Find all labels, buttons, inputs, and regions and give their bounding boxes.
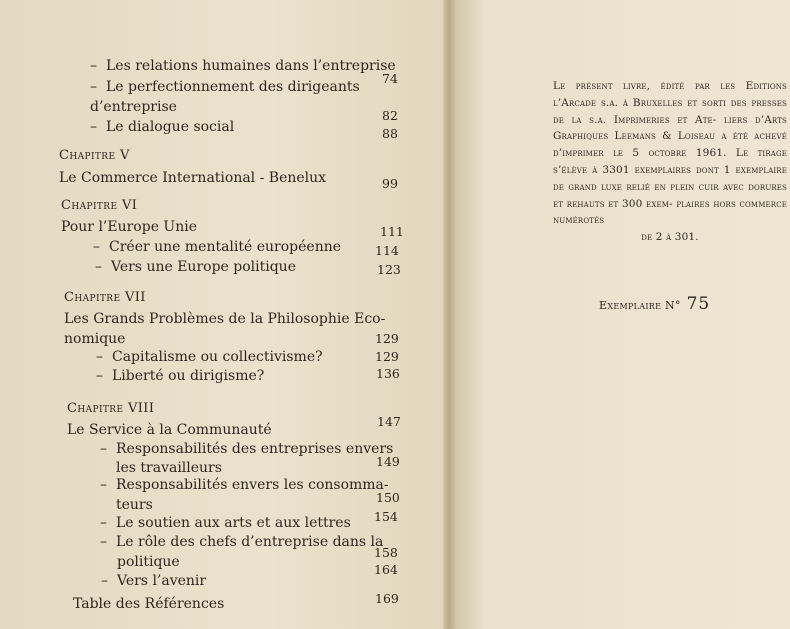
colophon-line: avec dorures et rehauts et 300 exem- xyxy=(553,180,788,210)
toc-page-number: 149 xyxy=(376,454,400,469)
colophon-line: 3301 exemplaires dont 1 exemplaire xyxy=(602,163,787,176)
toc-page-number: 114 xyxy=(375,243,399,258)
chapter-title: Le Service à la Communauté xyxy=(67,422,272,438)
colophon xyxy=(553,78,787,246)
colophon-line: de 2 à 301. xyxy=(641,231,699,244)
toc-page-number: 123 xyxy=(377,262,401,277)
toc-entry: – Le dialogue social xyxy=(90,119,235,135)
toc-page-number: 129 xyxy=(375,349,399,364)
toc-page-number: 158 xyxy=(374,545,398,560)
toc-page-number: 111 xyxy=(380,224,404,239)
colophon-line: plaires hors commerce numérotés xyxy=(553,197,787,227)
toc-entry-continuation: teurs xyxy=(116,497,153,513)
chapter-heading: Chapitre VII xyxy=(64,290,146,305)
chapter-title: Pour l’Europe Unie xyxy=(61,219,198,235)
toc-page-number: 150 xyxy=(376,490,400,505)
toc-page-number: 147 xyxy=(377,414,401,429)
toc-page-number: 74 xyxy=(382,71,398,86)
toc-page-number: 164 xyxy=(374,562,398,577)
copy-number-value: 75 xyxy=(686,294,711,314)
copy-number-label: Exemplaire N° xyxy=(599,299,681,312)
toc-entry: – Vers une Europe politique xyxy=(95,259,296,275)
colophon-line: l’Arcade s.a. à Bruxelles et sorti des xyxy=(553,96,747,109)
toc-page-number: 88 xyxy=(382,126,398,141)
toc-entry: – Capitalisme ou collectivisme? xyxy=(96,349,323,365)
colophon-line: 5 octobre 1961. Le tirage s’élève à xyxy=(553,147,787,176)
toc-entry: – Le soutien aux arts et aux lettres xyxy=(100,515,351,531)
toc-entry: – Le perfectionnement des dirigeants xyxy=(90,79,360,95)
toc-page-number: 154 xyxy=(374,509,398,524)
colophon-line: Loiseau a été achevé d’imprimer le xyxy=(553,130,787,160)
toc-page-number: 136 xyxy=(376,366,400,381)
toc-entry: – Responsabilités des entreprises envers xyxy=(100,441,394,457)
colophon-line: liers d’Arts Graphiques Leemans & xyxy=(553,113,787,143)
toc-entry: – Liberté ou dirigisme? xyxy=(96,368,265,384)
toc-page-number: 169 xyxy=(375,591,399,606)
copy-number xyxy=(599,294,710,314)
colophon-line: Le présent livre, édité par les Editions xyxy=(553,80,787,92)
toc-page-number: 99 xyxy=(382,176,398,191)
toc-entry-continuation: politique xyxy=(117,554,180,570)
colophon-line: presses de la s.a. Imprimeries et Ate- xyxy=(553,96,787,126)
chapter-heading: Chapitre VI xyxy=(61,198,138,213)
chapter-title: Les Grands Problèmes de la Philosophie Eco- xyxy=(64,311,386,327)
toc-entry: – Responsabilités envers les consomma- xyxy=(100,477,389,493)
toc-entry: – Les relations humaines dans l’entreprise xyxy=(90,58,396,74)
toc-entry-continuation: les travailleurs xyxy=(116,460,222,476)
chapter-heading: Chapitre VIII xyxy=(67,401,155,416)
toc-entry: – Vers l’avenir xyxy=(101,573,207,589)
references-entry: Table des Références xyxy=(73,596,225,612)
toc-page-number: 129 xyxy=(375,331,399,346)
toc-page-number: 82 xyxy=(382,108,398,123)
chapter-title: Le Commerce International - Benelux xyxy=(59,170,327,186)
toc-entry-continuation: d’entreprise xyxy=(90,99,177,115)
chapter-heading: Chapitre V xyxy=(59,148,130,163)
toc-entry: – Créer une mentalité européenne xyxy=(93,239,342,255)
chapter-title-continuation: nomique xyxy=(64,331,126,347)
colophon-line: de grand luxe relié en plein cuir xyxy=(553,180,719,193)
toc-entry: – Le rôle des chefs d’entreprise dans la xyxy=(100,534,384,550)
